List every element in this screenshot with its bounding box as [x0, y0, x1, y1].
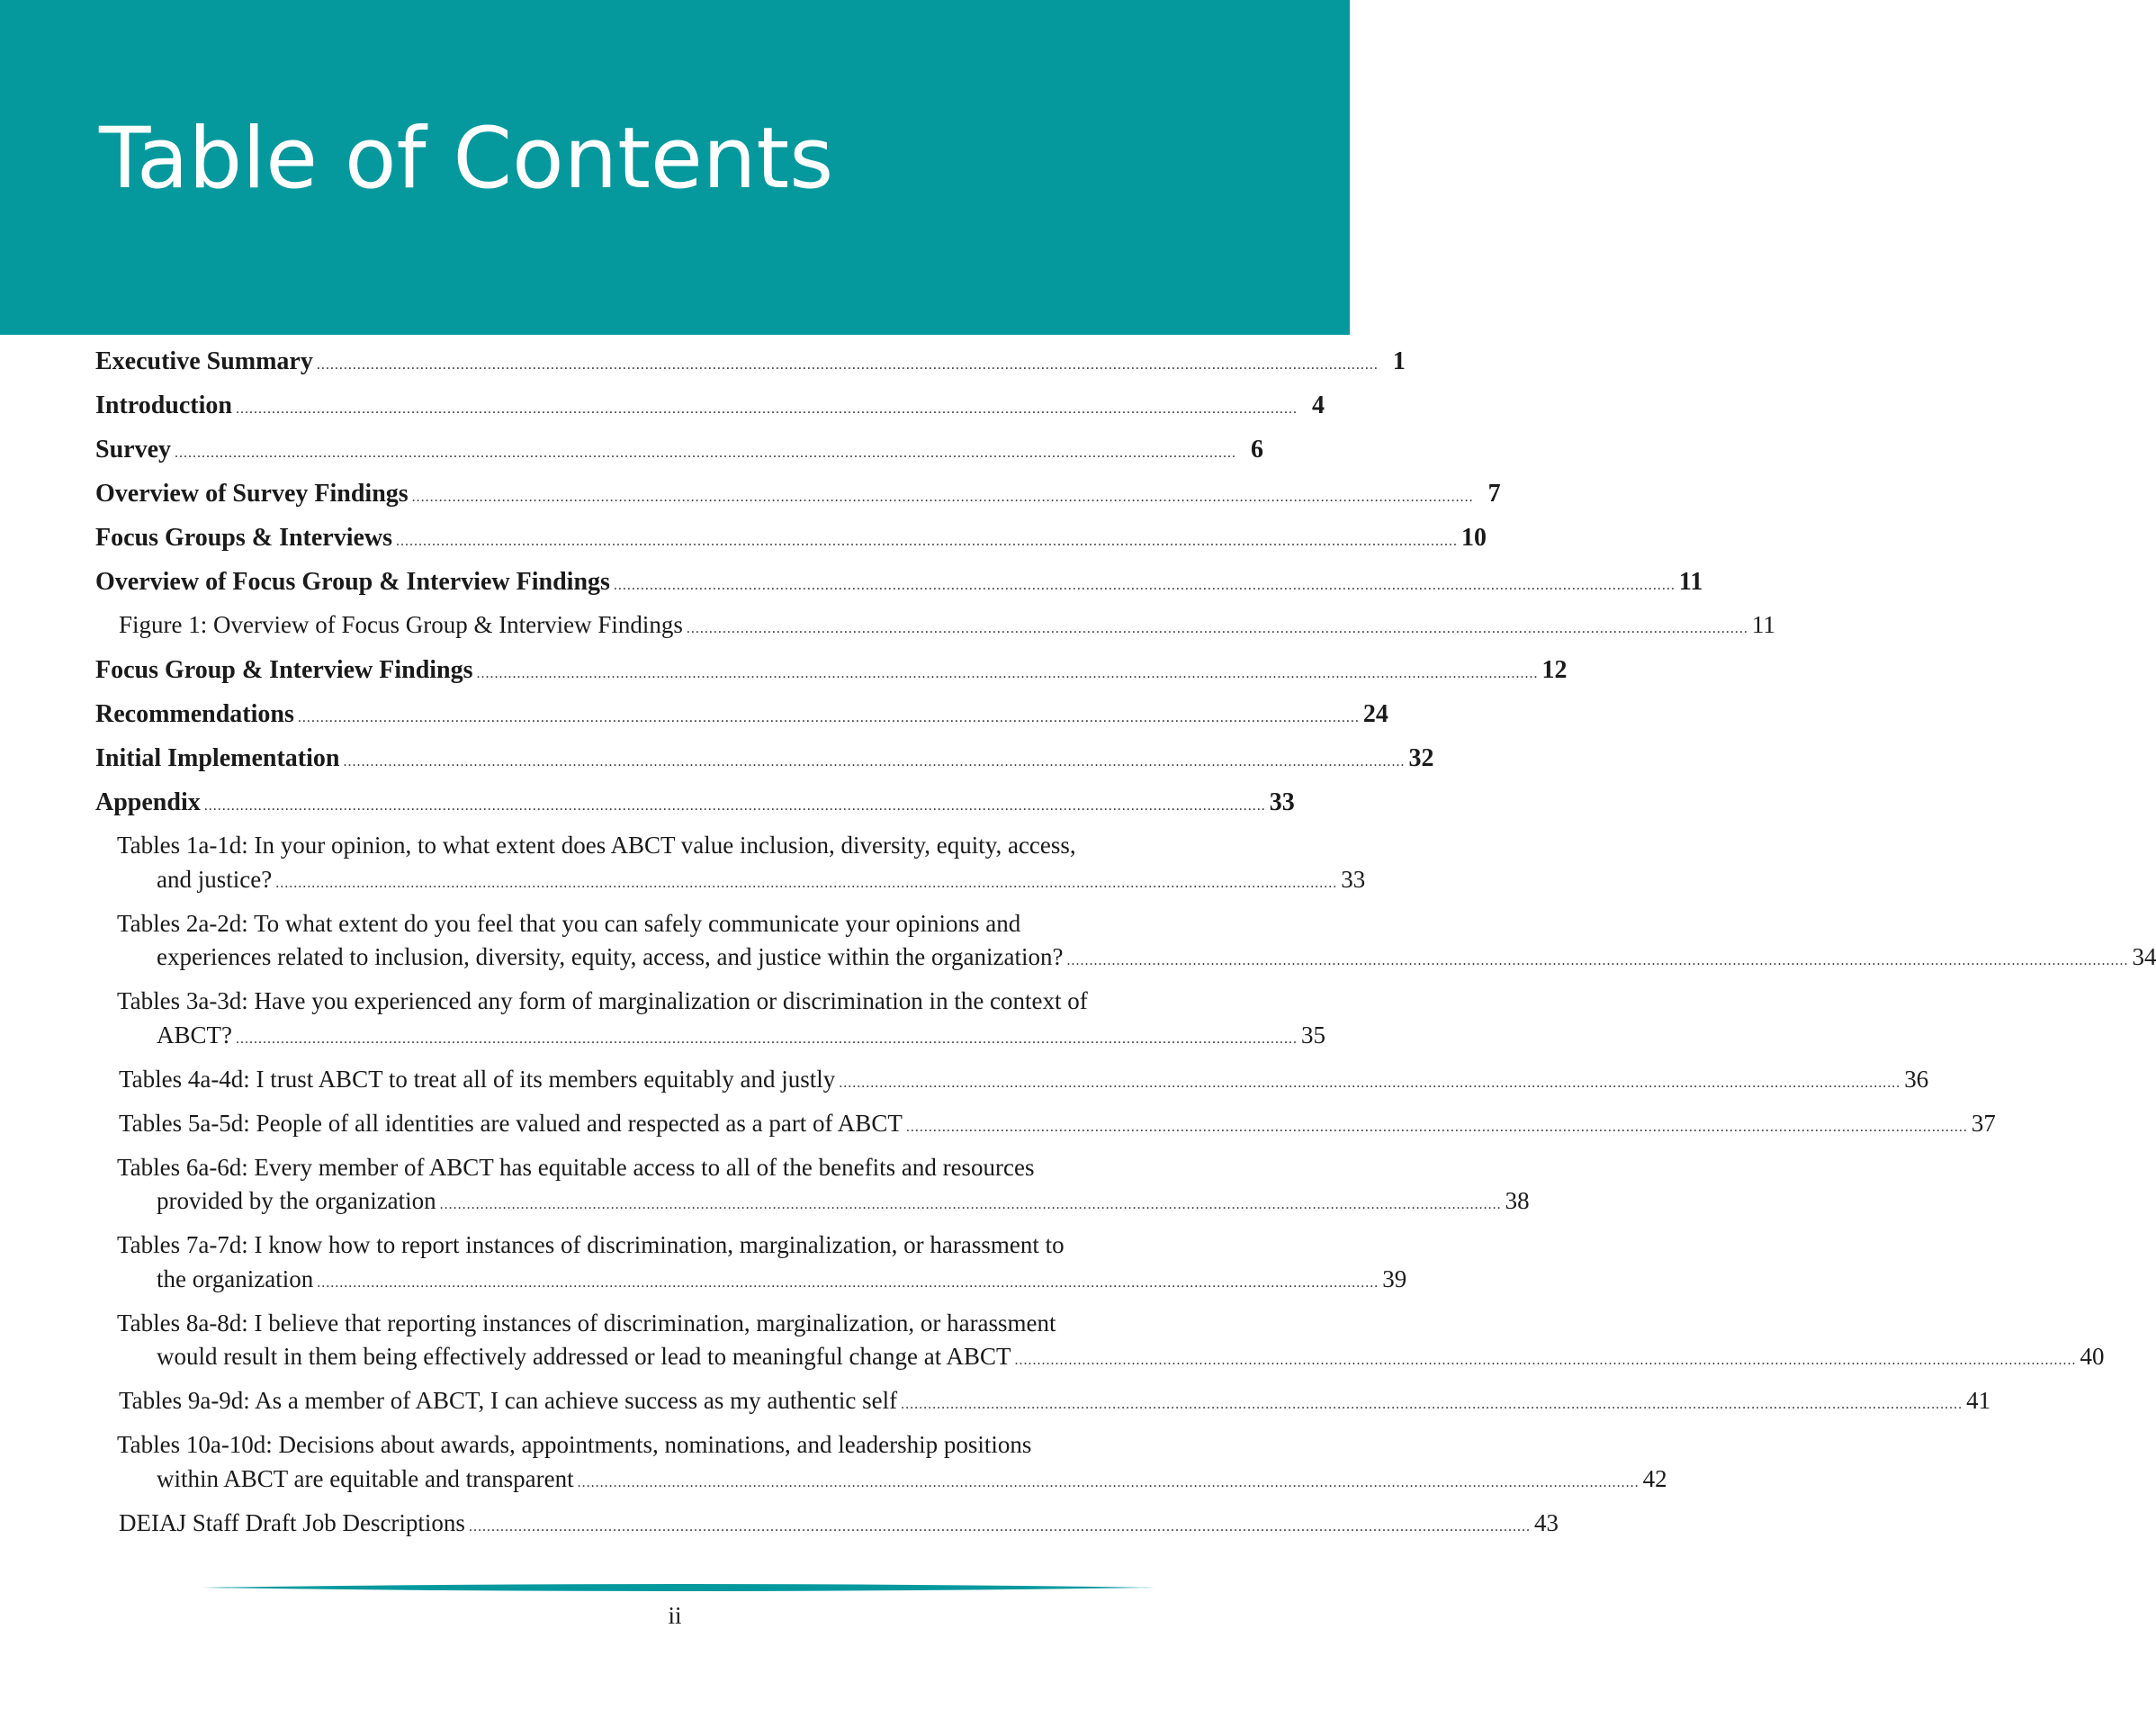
toc-entry-introduction[interactable] [95, 388, 1325, 432]
toc-entry-title-line2: would result in them being effectively addressed or lead to meaningful change at ABCT [157, 1343, 1011, 1370]
toc-entry-title: Tables 4a-4d: I trust ABCT to treat all of its members equitably and justly [119, 1065, 836, 1093]
toc-entry-title: Recommendations [95, 700, 294, 728]
dot-leader: ............................................................................................................................................................................................................................................ [275, 875, 1338, 891]
toc-entry-executive-summary[interactable] [95, 344, 1406, 388]
dot-leader: ............................................................................................................................................................................................................................................ [686, 621, 1748, 636]
footer-divider-shape [202, 1584, 1154, 1591]
toc-entry-title: Overview of Survey Findings [95, 480, 409, 508]
toc-page-number: 24 [1362, 700, 1388, 728]
toc-entry-tables-1[interactable] [95, 829, 1366, 907]
dot-leader: ............................................................................................................................................................................................................................................ [839, 1075, 1901, 1091]
toc-page-number: 33 [1269, 788, 1295, 816]
toc-entry-title: Focus Groups & Interviews [95, 524, 393, 552]
toc-entry-title: Introduction [95, 392, 232, 419]
dot-leader: ............................................................................................................................................................................................................................................ [476, 666, 1539, 681]
dot-leader: ............................................................................................................................................................................................................................................ [317, 1274, 1379, 1291]
toc-entry-title-line1: Tables 6a-6d: Every member of ABCT has equitable access to all of the benefits and resources [117, 1153, 1035, 1181]
toc-entry-title: Appendix [95, 788, 201, 816]
toc-entry-title-line1: Tables 7a-7d: I know how to report instances of discrimination, marginalization, or harassment to [117, 1231, 1065, 1258]
toc-page-number: 33 [1341, 865, 1366, 893]
toc-page-number: 11 [1751, 611, 1775, 638]
toc-entry-focus-group-findings[interactable] [95, 652, 1568, 697]
dot-leader: ............................................................................................................................................................................................................................................ [236, 1030, 1298, 1047]
toc-page-number: 32 [1408, 744, 1434, 772]
toc-entry-appendix[interactable] [95, 785, 1295, 829]
dot-leader: ............................................................................................................................................................................................................................................ [577, 1474, 1639, 1490]
dot-leader: ............................................................................................................................................................................................................................................ [613, 578, 1675, 593]
toc-entry-tables-7[interactable] [95, 1228, 1407, 1307]
toc-page-number: 36 [1904, 1065, 1929, 1093]
toc-entry-title: Figure 1: Overview of Focus Group & Interview Findings [119, 611, 683, 638]
toc-entry-overview-focus-group-findings[interactable] [95, 564, 1703, 608]
toc-entry-tables-3[interactable] [95, 985, 1325, 1063]
dot-leader: ............................................................................................................................................................................................................................................ [905, 1119, 1968, 1135]
toc-entry-title: Initial Implementation [95, 744, 340, 772]
toc-entry-tables-10[interactable] [95, 1428, 1667, 1507]
dot-leader: ............................................................................................................................................................................................................................................ [235, 401, 1298, 417]
dot-leader: ............................................................................................................................................................................................................................................ [468, 1518, 1531, 1534]
toc-page-number: 6 [1251, 436, 1263, 464]
table-of-contents [95, 344, 2156, 1551]
toc-entry-title: Tables 5a-5d: People of all identities are valued and respected as a part of ABCT [119, 1109, 903, 1137]
toc-entry-job-descriptions[interactable] [95, 1507, 1559, 1551]
toc-page-number: 37 [1971, 1109, 1996, 1137]
toc-page-number: 34 [2132, 943, 2156, 970]
toc-entry-title: Tables 9a-9d: As a member of ABCT, I can achieve success as my authentic self [119, 1387, 898, 1414]
toc-page-number: 1 [1392, 347, 1406, 375]
toc-entry-title-line2: within ABCT are equitable and transparent [157, 1464, 574, 1492]
toc-entry-title: Executive Summary [95, 347, 313, 375]
toc-entry-tables-2[interactable] [95, 907, 2156, 986]
dot-leader: ............................................................................................................................................................................................................................................ [343, 754, 1406, 770]
toc-entry-survey[interactable] [95, 432, 1263, 476]
toc-entry-tables-6[interactable] [95, 1151, 1530, 1229]
toc-entry-tables-8[interactable] [95, 1307, 2105, 1385]
toc-entry-initial-implementation[interactable] [95, 741, 1434, 785]
toc-page-number: 40 [2080, 1343, 2105, 1370]
toc-page-number: 12 [1541, 656, 1568, 684]
toc-page-number: 39 [1382, 1264, 1407, 1292]
toc-entry-figure-1[interactable] [95, 608, 1775, 652]
toc-entry-title-line1: Tables 10a-10d: Decisions about awards, appointments, nominations, and leadership positions [117, 1431, 1032, 1458]
dot-leader: ............................................................................................................................................................................................................................................ [901, 1397, 1963, 1412]
toc-entry-title-line1: Tables 1a-1d: In your opinion, to what extent does ABCT value inclusion, diversity, equity, access, [117, 832, 1076, 859]
dot-leader: ............................................................................................................................................................................................................................................ [1014, 1353, 2077, 1368]
toc-page-number: 7 [1487, 480, 1501, 508]
toc-entry-title: Survey [95, 436, 171, 464]
dot-leader: ............................................................................................................................................................................................................................................ [175, 446, 1236, 461]
toc-entry-tables-5[interactable] [95, 1107, 1996, 1151]
toc-entry-title-line1: Tables 3a-3d: Have you experienced any form of marginalization or discrimination in the context of [117, 987, 1088, 1014]
dot-leader: ............................................................................................................................................................................................................................................ [411, 490, 1474, 505]
toc-entry-tables-4[interactable] [95, 1063, 1929, 1107]
toc-page-number: 11 [1678, 568, 1703, 596]
dot-leader: ............................................................................................................................................................................................................................................ [316, 357, 1379, 373]
dot-leader: ............................................................................................................................................................................................................................................ [1066, 953, 2129, 968]
toc-page-number: 10 [1461, 524, 1487, 552]
toc-entry-title-line2: ABCT? [157, 1021, 232, 1048]
toc-entry-focus-groups-interviews[interactable] [95, 520, 1487, 564]
footer-divider [202, 1580, 1154, 1595]
toc-page-number: 4 [1311, 392, 1325, 419]
toc-entry-tables-9[interactable] [95, 1384, 1991, 1428]
toc-page-number: 42 [1642, 1464, 1667, 1492]
toc-entry-overview-survey-findings[interactable] [95, 476, 1501, 520]
page-number: ii [668, 1602, 682, 1629]
dot-leader: ............................................................................................................................................................................................................................................ [439, 1197, 1502, 1212]
toc-page-number: 41 [1966, 1387, 1991, 1414]
toc-page-number: 38 [1505, 1187, 1530, 1214]
toc-entry-recommendations[interactable] [95, 697, 1388, 741]
dot-leader: ............................................................................................................................................................................................................................................ [203, 798, 1266, 814]
toc-entry-title-line1: Tables 2a-2d: To what extent do you feel that you can safely communicate your opinions and [117, 909, 1021, 937]
toc-page-number: 35 [1301, 1021, 1325, 1048]
toc-entry-title-line2: experiences related to inclusion, diversity, equity, access, and justice within the organization? [157, 943, 1064, 970]
toc-entry-title-line1: Tables 8a-8d: I believe that reporting instances of discrimination, marginalization, or harassment [117, 1309, 1056, 1336]
toc-entry-title-line2: provided by the organization [157, 1187, 436, 1214]
toc-entry-title: Focus Group & Interview Findings [95, 656, 473, 684]
toc-entry-title-line2: the organization [157, 1264, 314, 1292]
dot-leader: ............................................................................................................................................................................................................................................ [396, 534, 1459, 549]
dot-leader: ............................................................................................................................................................................................................................................ [297, 710, 1360, 725]
page-title: Table of Contents [99, 110, 834, 208]
toc-entry-title-line2: and justice? [157, 865, 273, 893]
toc-page-number: 43 [1533, 1508, 1559, 1536]
toc-entry-title: DEIAJ Staff Draft Job Descriptions [119, 1508, 465, 1536]
toc-entry-title: Overview of Focus Group & Interview Findings [95, 568, 610, 596]
